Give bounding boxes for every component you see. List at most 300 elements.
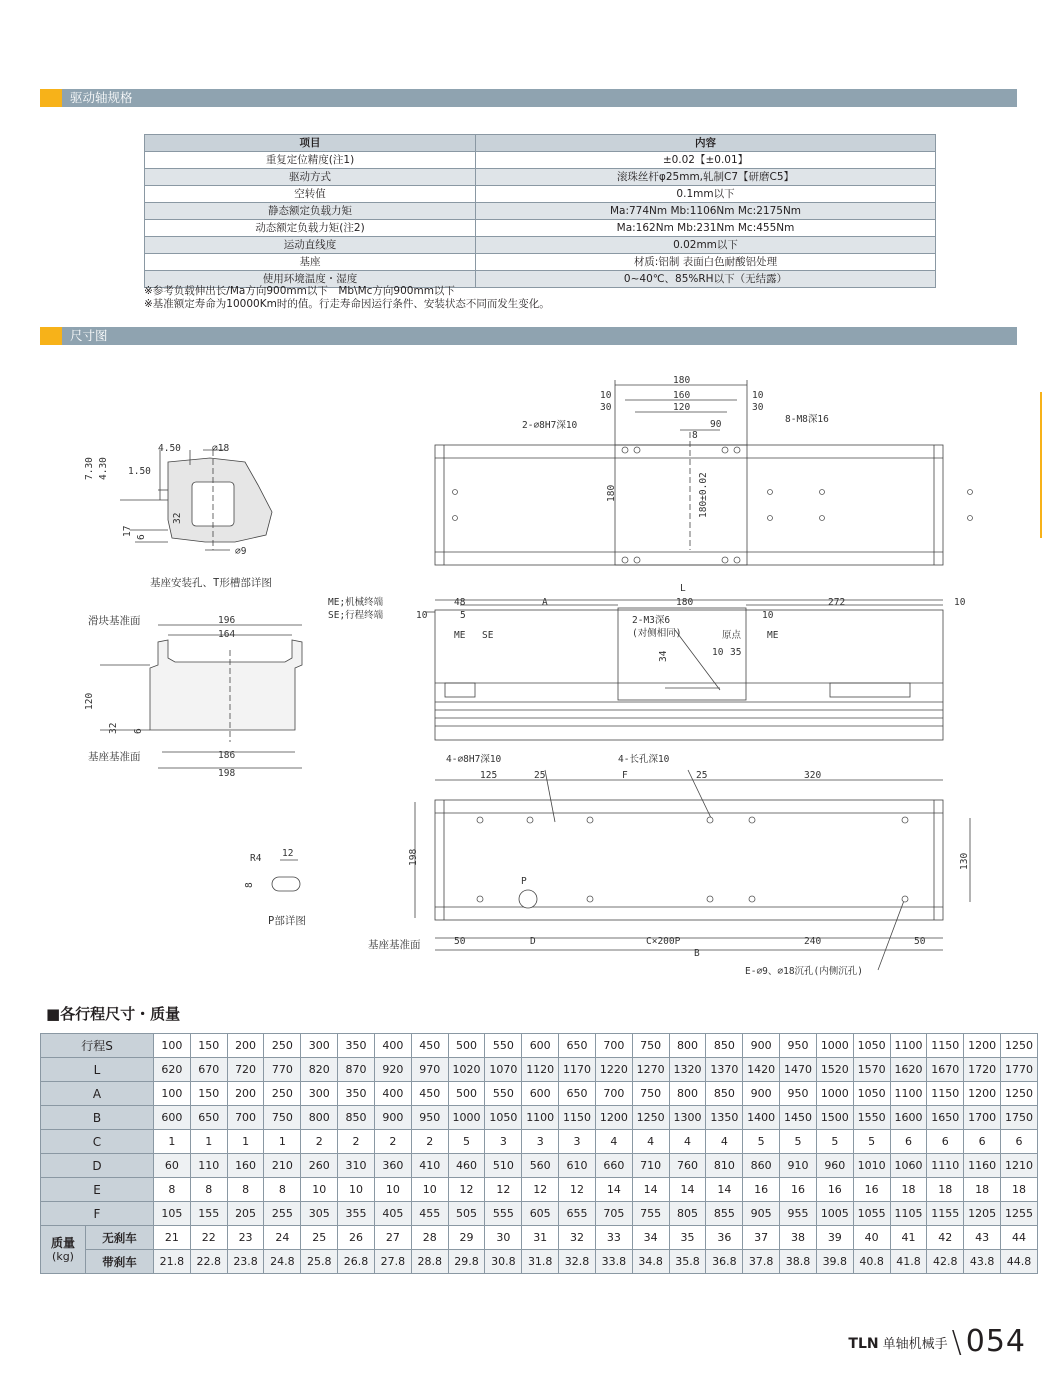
dims-value-cell: 2 xyxy=(374,1130,411,1154)
mass-label: 质量 xyxy=(50,1235,75,1250)
spec-value-cell: 滚珠丝杆φ25mm,轧制C7【研磨C5】 xyxy=(476,169,936,186)
dims-value-cell: 800 xyxy=(669,1082,706,1106)
mass-value-cell: 33 xyxy=(595,1226,632,1250)
mass-value-cell: 31.8 xyxy=(522,1250,559,1274)
dims-value-cell: 410 xyxy=(411,1154,448,1178)
dims-value-cell: 16 xyxy=(743,1178,780,1202)
dims-value-cell: 400 xyxy=(374,1082,411,1106)
dims-value-cell: 4 xyxy=(595,1130,632,1154)
dims-row-header: F xyxy=(41,1202,154,1226)
dim-label: ∅18 xyxy=(212,443,230,454)
dim-label: 1.50 xyxy=(128,466,151,477)
dims-value-cell: 900 xyxy=(743,1034,780,1058)
dims-value-cell: 500 xyxy=(448,1082,485,1106)
dims-value-cell: 10 xyxy=(411,1178,448,1202)
dims-value-cell: 1220 xyxy=(595,1058,632,1082)
dims-row xyxy=(41,1106,1038,1130)
spec-row xyxy=(145,152,936,169)
mass-value-cell: 23.8 xyxy=(227,1250,264,1274)
dims-value-cell: 305 xyxy=(301,1202,338,1226)
dims-value-cell: 350 xyxy=(338,1082,375,1106)
dims-value-cell: 1050 xyxy=(853,1034,890,1058)
dims-value-cell: 855 xyxy=(706,1202,743,1226)
dims-value-cell: 150 xyxy=(190,1082,227,1106)
dim-label: C×200P xyxy=(646,936,681,947)
mass-value-cell: 35 xyxy=(669,1226,706,1250)
section-accent xyxy=(40,327,62,345)
dims-value-cell: 1520 xyxy=(816,1058,853,1082)
dim-label: 198 xyxy=(408,848,419,866)
dims-value-cell: 10 xyxy=(374,1178,411,1202)
dims-row xyxy=(41,1058,1038,1082)
footer-title: 单轴机械手 xyxy=(882,1337,948,1352)
dims-value-cell: 150 xyxy=(190,1034,227,1058)
dim-label: 17 xyxy=(122,525,133,537)
dim-label: 180 xyxy=(606,484,617,502)
mass-value-cell: 31 xyxy=(522,1226,559,1250)
dims-value-cell: 755 xyxy=(632,1202,669,1226)
dims-value-cell: 1150 xyxy=(559,1106,596,1130)
dims-value-cell: 18 xyxy=(927,1178,964,1202)
mass-value-cell: 40 xyxy=(853,1226,890,1250)
dims-value-cell: 705 xyxy=(595,1202,632,1226)
dims-value-cell: 510 xyxy=(485,1154,522,1178)
dims-value-cell: 1155 xyxy=(927,1202,964,1226)
dims-value-cell: 1070 xyxy=(485,1058,522,1082)
dim-label: 10 xyxy=(416,610,428,621)
mass-value-cell: 32 xyxy=(559,1226,596,1250)
dims-value-cell: 1300 xyxy=(669,1106,706,1130)
mass-row xyxy=(41,1226,1038,1250)
dims-value-cell: 1600 xyxy=(890,1106,927,1130)
dim-label: 50 xyxy=(454,936,466,947)
mass-value-cell: 37 xyxy=(743,1226,780,1250)
dims-value-cell: 250 xyxy=(264,1034,301,1058)
dims-value-cell: 920 xyxy=(374,1058,411,1082)
dim-label: R4 xyxy=(250,853,262,864)
mass-value-cell: 43 xyxy=(964,1226,1001,1250)
mass-value-cell: 23 xyxy=(227,1226,264,1250)
dims-value-cell: 760 xyxy=(669,1154,706,1178)
mass-value-cell: 36.8 xyxy=(706,1250,743,1274)
dim-label: 50 xyxy=(914,936,926,947)
dims-value-cell: 6 xyxy=(964,1130,1001,1154)
dim-label: ∅9 xyxy=(235,546,247,557)
dims-value-cell: 2 xyxy=(411,1130,448,1154)
spec-value-cell: Ma:162Nm Mb:231Nm Mc:455Nm xyxy=(476,220,936,237)
dim-label: 30 xyxy=(600,402,612,413)
dims-value-cell: 1750 xyxy=(1001,1106,1038,1130)
dim-label: 10 xyxy=(712,647,724,658)
dims-value-cell: 5 xyxy=(853,1130,890,1154)
dims-value-cell: 210 xyxy=(264,1154,301,1178)
dims-value-cell: 850 xyxy=(706,1082,743,1106)
dims-value-cell: 1255 xyxy=(1001,1202,1038,1226)
dims-value-cell: 650 xyxy=(190,1106,227,1130)
mass-value-cell: 38.8 xyxy=(780,1250,817,1274)
end-mark: SE xyxy=(482,630,494,641)
slider-bottom-label: 基座基准面 xyxy=(88,751,141,763)
callout: 2-M3深6 xyxy=(632,615,671,626)
dims-value-cell: 600 xyxy=(522,1082,559,1106)
dims-value-cell: 750 xyxy=(264,1106,301,1130)
dims-value-cell: 1620 xyxy=(890,1058,927,1082)
dims-row-header: E xyxy=(41,1178,154,1202)
dims-value-cell: 605 xyxy=(522,1202,559,1226)
dims-value-cell: 550 xyxy=(485,1034,522,1058)
dim-label: 10 xyxy=(762,610,774,621)
spec-value-cell: Ma:774Nm Mb:1106Nm Mc:2175Nm xyxy=(476,203,936,220)
dim-label: 320 xyxy=(804,770,822,781)
dims-row-header: L xyxy=(41,1058,154,1082)
dims-row xyxy=(41,1034,1038,1058)
dims-value-cell: 1060 xyxy=(890,1154,927,1178)
dims-value-cell: 400 xyxy=(374,1034,411,1058)
dims-value-cell: 8 xyxy=(227,1178,264,1202)
dims-value-cell: 18 xyxy=(1001,1178,1038,1202)
mass-value-cell: 34 xyxy=(632,1226,669,1250)
dims-row-header: C xyxy=(41,1130,154,1154)
end-label-me: ME;机械终端 xyxy=(328,597,384,608)
dims-value-cell: 1770 xyxy=(1001,1058,1038,1082)
dims-value-cell: 1200 xyxy=(595,1106,632,1130)
dim-label: 130 xyxy=(959,852,970,870)
mass-value-cell: 41.8 xyxy=(890,1250,927,1274)
p-marker: P xyxy=(521,876,527,887)
dims-value-cell: 1 xyxy=(154,1130,191,1154)
dim-label: 186 xyxy=(218,750,236,761)
dims-value-cell: 2 xyxy=(338,1130,375,1154)
spec-value-cell: 材质:铝制 表面白色耐酸铝处理 xyxy=(476,254,936,271)
mass-value-cell: 27.8 xyxy=(374,1250,411,1274)
dims-value-cell: 200 xyxy=(227,1082,264,1106)
dim-label: 180 xyxy=(673,375,691,386)
dims-value-cell: 105 xyxy=(154,1202,191,1226)
mass-value-cell: 41 xyxy=(890,1226,927,1250)
mass-value-cell: 44.8 xyxy=(1001,1250,1038,1274)
dims-value-cell: 14 xyxy=(632,1178,669,1202)
dims-row-header: 行程S xyxy=(41,1034,154,1058)
slider-top-label: 滑块基准面 xyxy=(88,615,141,627)
spec-header-row xyxy=(145,135,936,152)
dims-value-cell: 250 xyxy=(264,1082,301,1106)
dim-label: 120 xyxy=(673,402,691,413)
spec-value-cell: ±0.02【±0.01】 xyxy=(476,152,936,169)
end-label-se: SE;行程终端 xyxy=(328,610,384,621)
dims-value-cell: 720 xyxy=(227,1058,264,1082)
dim-label: 4.30 xyxy=(98,457,109,480)
dim-label: 90 xyxy=(710,419,722,430)
dims-value-cell: 1 xyxy=(190,1130,227,1154)
spec-item-cell: 使用环境温度・湿度 xyxy=(145,271,476,288)
dim-label: 272 xyxy=(828,597,846,608)
dims-row-header: A xyxy=(41,1082,154,1106)
dims-value-cell: 355 xyxy=(338,1202,375,1226)
mass-value-cell: 33.8 xyxy=(595,1250,632,1274)
spec-item-cell: 动态额定负载力矩(注2) xyxy=(145,220,476,237)
dim-label: 125 xyxy=(480,770,498,781)
dim-label: 8 xyxy=(692,430,698,441)
section-header-spec xyxy=(40,89,1017,107)
dim-label: 198 xyxy=(218,768,236,779)
dims-row xyxy=(41,1130,1038,1154)
dims-value-cell: 16 xyxy=(780,1178,817,1202)
dims-value-cell: 620 xyxy=(154,1058,191,1082)
dims-value-cell: 950 xyxy=(411,1106,448,1130)
dims-value-cell: 10 xyxy=(338,1178,375,1202)
dims-value-cell: 110 xyxy=(190,1154,227,1178)
dims-value-cell: 770 xyxy=(264,1058,301,1082)
dims-row xyxy=(41,1202,1038,1226)
origin-mark: 原点 xyxy=(722,630,742,641)
dims-value-cell: 960 xyxy=(816,1154,853,1178)
dim-label: 6 xyxy=(136,534,147,540)
dims-value-cell: 310 xyxy=(338,1154,375,1178)
dims-value-cell: 300 xyxy=(301,1034,338,1058)
dims-value-cell: 3 xyxy=(522,1130,559,1154)
dim-label: 32 xyxy=(108,722,119,734)
dims-value-cell: 5 xyxy=(780,1130,817,1154)
callout: 2-∅8H7深10 xyxy=(522,420,578,431)
dims-row xyxy=(41,1082,1038,1106)
dims-value-cell: 18 xyxy=(890,1178,927,1202)
dims-value-cell: 1055 xyxy=(853,1202,890,1226)
dims-value-cell: 860 xyxy=(743,1154,780,1178)
dims-value-cell: 950 xyxy=(780,1082,817,1106)
mass-value-cell: 21 xyxy=(154,1226,191,1250)
spec-value-cell: 0.02mm以下 xyxy=(476,237,936,254)
dims-value-cell: 1320 xyxy=(669,1058,706,1082)
section-header-drawing xyxy=(40,327,1017,345)
dims-row xyxy=(41,1178,1038,1202)
dims-value-cell: 205 xyxy=(227,1202,264,1226)
dim-label: 8 xyxy=(244,882,255,888)
dims-value-cell: 1100 xyxy=(890,1034,927,1058)
dims-value-cell: 750 xyxy=(632,1034,669,1058)
dims-value-cell: 12 xyxy=(448,1178,485,1202)
spec-header-cell: 内容 xyxy=(476,135,936,152)
spec-row xyxy=(145,169,936,186)
dims-value-cell: 610 xyxy=(559,1154,596,1178)
slider-section xyxy=(100,625,302,768)
dims-value-cell: 900 xyxy=(374,1106,411,1130)
dims-value-cell: 1350 xyxy=(706,1106,743,1130)
mass-value-cell: 26.8 xyxy=(338,1250,375,1274)
dims-value-cell: 1250 xyxy=(1001,1034,1038,1058)
mass-value-cell: 42 xyxy=(927,1226,964,1250)
dim-label: 180 xyxy=(676,597,694,608)
dim-label: 35 xyxy=(730,647,742,658)
dims-value-cell: 10 xyxy=(301,1178,338,1202)
dims-section-title: ■各行程尺寸・质量 xyxy=(46,1005,181,1023)
dims-value-cell: 12 xyxy=(522,1178,559,1202)
callout: 4-长孔深10 xyxy=(618,754,670,765)
dims-value-cell: 700 xyxy=(227,1106,264,1130)
dims-row-header: B xyxy=(41,1106,154,1130)
mass-value-cell: 34.8 xyxy=(632,1250,669,1274)
dims-value-cell: 1250 xyxy=(632,1106,669,1130)
dims-value-cell: 1700 xyxy=(964,1106,1001,1130)
mass-value-cell: 29.8 xyxy=(448,1250,485,1274)
dim-label: B xyxy=(694,948,700,959)
dims-value-cell: 600 xyxy=(522,1034,559,1058)
dims-value-cell: 1020 xyxy=(448,1058,485,1082)
mass-value-cell: 25.8 xyxy=(301,1250,338,1274)
dims-value-cell: 1420 xyxy=(743,1058,780,1082)
dims-value-cell: 1000 xyxy=(816,1082,853,1106)
dims-value-cell: 655 xyxy=(559,1202,596,1226)
dim-label: 164 xyxy=(218,629,236,640)
dims-value-cell: 1170 xyxy=(559,1058,596,1082)
dims-value-cell: 1200 xyxy=(964,1082,1001,1106)
dims-value-cell: 660 xyxy=(595,1154,632,1178)
dims-value-cell: 14 xyxy=(595,1178,632,1202)
dim-label: 25 xyxy=(534,770,546,781)
dim-label: 7.30 xyxy=(84,457,95,480)
dim-label: 10 xyxy=(600,390,612,401)
dims-value-cell: 1210 xyxy=(1001,1154,1038,1178)
dim-label: 196 xyxy=(218,615,236,626)
spec-row xyxy=(145,203,936,220)
page-footer xyxy=(848,1318,1026,1358)
spec-notes xyxy=(144,285,550,311)
dims-value-cell: 1005 xyxy=(816,1202,853,1226)
dims-value-cell: 1400 xyxy=(743,1106,780,1130)
callout: 4-∅8H7深10 xyxy=(446,754,502,765)
dims-value-cell: 1205 xyxy=(964,1202,1001,1226)
dims-value-cell: 1200 xyxy=(964,1034,1001,1058)
dims-value-cell: 900 xyxy=(743,1082,780,1106)
dims-value-cell: 1150 xyxy=(927,1082,964,1106)
dim-label: 12 xyxy=(282,848,294,859)
dims-value-cell: 4 xyxy=(706,1130,743,1154)
dims-value-cell: 550 xyxy=(485,1082,522,1106)
dims-value-cell: 100 xyxy=(154,1034,191,1058)
note-line: ※参考负载伸出长/Ma方向900mm以下 Mb\Mc方向900mm以下 xyxy=(144,285,455,297)
dims-value-cell: 12 xyxy=(559,1178,596,1202)
spec-item-cell: 静态额定负载力矩 xyxy=(145,203,476,220)
dim-label: 34 xyxy=(658,650,669,662)
dims-value-cell: 750 xyxy=(632,1082,669,1106)
dims-value-cell: 1650 xyxy=(927,1106,964,1130)
dim-label: L xyxy=(680,583,686,594)
dims-value-cell: 670 xyxy=(190,1058,227,1082)
dims-value-cell: 1110 xyxy=(927,1154,964,1178)
section-title-spec: 驱动轴规格 xyxy=(70,90,133,105)
spec-value-cell: 0~40℃、85%RH以下（无结露） xyxy=(476,271,936,288)
dims-value-cell: 820 xyxy=(301,1058,338,1082)
dims-value-cell: 555 xyxy=(485,1202,522,1226)
dims-value-cell: 16 xyxy=(853,1178,890,1202)
dims-value-cell: 1100 xyxy=(522,1106,559,1130)
mass-value-cell: 40.8 xyxy=(853,1250,890,1274)
dims-value-cell: 8 xyxy=(190,1178,227,1202)
dims-value-cell: 455 xyxy=(411,1202,448,1226)
dims-value-cell: 1670 xyxy=(927,1058,964,1082)
dims-value-cell: 14 xyxy=(706,1178,743,1202)
dims-value-cell: 805 xyxy=(669,1202,706,1226)
dims-value-cell: 12 xyxy=(485,1178,522,1202)
dims-value-cell: 60 xyxy=(154,1154,191,1178)
dims-value-cell: 16 xyxy=(816,1178,853,1202)
mass-value-cell: 22 xyxy=(190,1226,227,1250)
callout: E-∅9、∅18沉孔(内侧沉孔) xyxy=(745,966,863,977)
mass-row xyxy=(41,1250,1038,1274)
mass-value-cell: 32.8 xyxy=(559,1250,596,1274)
dim-label: 30 xyxy=(752,402,764,413)
section-accent xyxy=(40,89,62,107)
mass-value-cell: 28.8 xyxy=(411,1250,448,1274)
spec-header-cell: 项目 xyxy=(145,135,476,152)
end-mark: ME xyxy=(767,630,779,641)
dims-value-cell: 14 xyxy=(669,1178,706,1202)
spec-value-cell: 0.1mm以下 xyxy=(476,186,936,203)
dims-value-cell: 905 xyxy=(743,1202,780,1226)
dims-value-cell: 500 xyxy=(448,1034,485,1058)
dims-value-cell: 1550 xyxy=(853,1106,890,1130)
mass-value-cell: 36 xyxy=(706,1226,743,1250)
dims-value-cell: 4 xyxy=(669,1130,706,1154)
dims-value-cell: 6 xyxy=(890,1130,927,1154)
callout: 8-M8深16 xyxy=(785,414,829,425)
dims-value-cell: 405 xyxy=(374,1202,411,1226)
mass-value-cell: 21.8 xyxy=(154,1250,191,1274)
spec-item-cell: 驱动方式 xyxy=(145,169,476,186)
mass-value-cell: 38 xyxy=(780,1226,817,1250)
dims-value-cell: 700 xyxy=(595,1034,632,1058)
mass-value-cell: 26 xyxy=(338,1226,375,1250)
mass-value-cell: 30 xyxy=(485,1226,522,1250)
dim-label: 5 xyxy=(460,610,466,621)
dims-value-cell: 450 xyxy=(411,1034,448,1058)
dim-label: D xyxy=(530,936,536,947)
dims-value-cell: 1010 xyxy=(853,1154,890,1178)
mass-value-cell: 35.8 xyxy=(669,1250,706,1274)
dims-value-cell: 18 xyxy=(964,1178,1001,1202)
profile-caption: 基座安装孔、T形槽部详图 xyxy=(150,577,272,589)
dims-value-cell: 1120 xyxy=(522,1058,559,1082)
dims-value-cell: 1570 xyxy=(853,1058,890,1082)
dims-value-cell: 1105 xyxy=(890,1202,927,1226)
spec-row xyxy=(145,254,936,271)
dims-value-cell: 800 xyxy=(669,1034,706,1058)
footer-divider: \ xyxy=(951,1325,962,1360)
mass-value-cell: 39 xyxy=(816,1226,853,1250)
dims-value-cell: 300 xyxy=(301,1082,338,1106)
dims-value-cell: 505 xyxy=(448,1202,485,1226)
mass-value-cell: 43.8 xyxy=(964,1250,1001,1274)
dims-value-cell: 1050 xyxy=(853,1082,890,1106)
dims-value-cell: 650 xyxy=(559,1034,596,1058)
mass-value-cell: 24 xyxy=(264,1226,301,1250)
page-number: 054 xyxy=(965,1324,1026,1359)
spec-item-cell: 空转值 xyxy=(145,186,476,203)
dims-value-cell: 1000 xyxy=(816,1034,853,1058)
dim-label: 32 xyxy=(172,512,183,524)
dims-value-cell: 1270 xyxy=(632,1058,669,1082)
dims-value-cell: 6 xyxy=(927,1130,964,1154)
dims-value-cell: 1500 xyxy=(816,1106,853,1130)
mass-value-cell: 42.8 xyxy=(927,1250,964,1274)
footer-brand: TLN xyxy=(848,1336,879,1352)
dims-value-cell: 650 xyxy=(559,1082,596,1106)
dims-value-cell: 8 xyxy=(154,1178,191,1202)
spec-table xyxy=(144,134,936,288)
spec-item-cell: 基座 xyxy=(145,254,476,271)
dim-label: 6 xyxy=(133,728,144,734)
dims-row-header: D xyxy=(41,1154,154,1178)
mass-value-cell: 25 xyxy=(301,1226,338,1250)
